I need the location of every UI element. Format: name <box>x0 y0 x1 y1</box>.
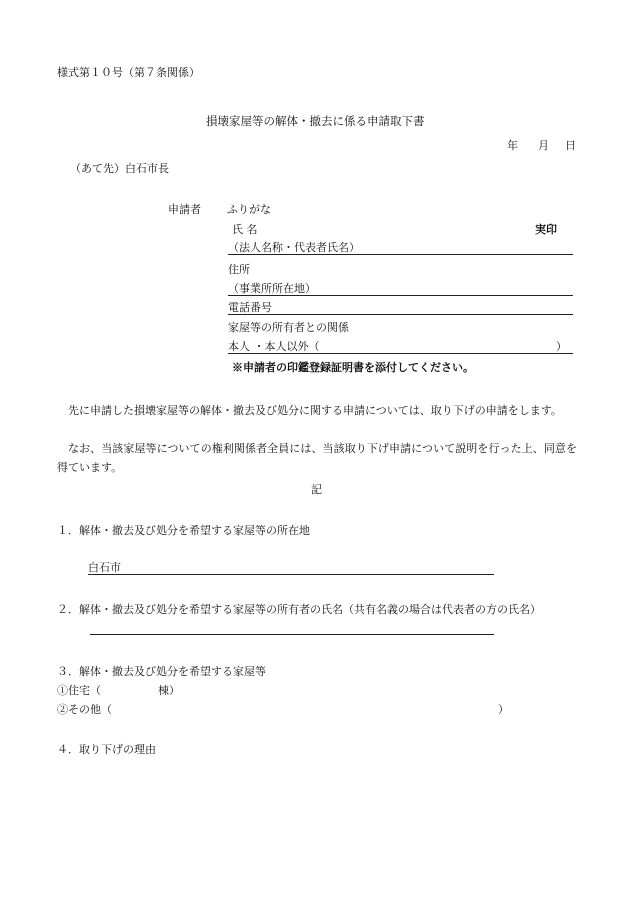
item-4-heading: ４．取り下げの理由 <box>57 743 156 756</box>
date-day-label: 日 <box>565 139 576 152</box>
name-label: 氏 名 <box>232 223 258 236</box>
ki-heading: 記 <box>311 483 322 496</box>
relation-underline <box>228 353 573 354</box>
body-paragraph-2: なお、当該家屋等についての権利関係者全員には、当該取り下げ申請について説明を行った上、同意を得ています。 <box>57 442 577 474</box>
seal-label: 実印 <box>535 223 557 236</box>
item-3-heading: ３．解体・撤去及び処分を希望する家屋等 <box>57 665 266 678</box>
item-1-location-field[interactable] <box>88 574 494 575</box>
addressee: （あて先）白石市長 <box>70 162 169 175</box>
item-1-heading: １．解体・撤去及び処分を希望する家屋等の所在地 <box>57 524 310 537</box>
phone-label: 電話番号 <box>228 301 272 314</box>
relation-options: 本人 ・本人以外（ <box>228 340 320 353</box>
date-year-label: 年 <box>507 139 518 152</box>
phone-underline <box>228 314 573 315</box>
address-underline <box>228 295 573 296</box>
office-address-label: （事業所所在地） <box>228 282 316 295</box>
item-3-option-2-open: ②その他（ <box>57 703 112 716</box>
address-label: 住所 <box>228 263 250 276</box>
seal-certificate-note: ※申請者の印鑑登録証明書を添付してください。 <box>232 361 474 374</box>
name-underline <box>228 254 573 255</box>
date-month-label: 月 <box>538 139 549 152</box>
corp-name-label: （法人名称・代表者氏名） <box>228 241 360 254</box>
relation-close-paren: ） <box>556 340 567 353</box>
item-3-option-1-open: ①住宅（ <box>57 684 101 697</box>
item-1-city: 白石市 <box>88 561 121 574</box>
item-3-option-1-unit: 棟） <box>158 684 180 697</box>
furigana-label: ふりがな <box>227 203 271 216</box>
applicant-label: 申請者 <box>168 203 201 216</box>
item-2-owner-field[interactable] <box>90 634 494 635</box>
page-title: 損壊家屋等の解体・撤去に係る申請取下書 <box>206 114 425 128</box>
item-3-option-2-close: ） <box>498 703 509 716</box>
relation-label: 家屋等の所有者との関係 <box>228 321 349 334</box>
form-number: 様式第１０号（第７条関係） <box>57 66 200 79</box>
body-paragraph-1: 先に申請した損壊家屋等の解体・撤去及び処分に関する申請については、取り下げの申請をします。 <box>68 404 562 417</box>
item-2-heading: ２．解体・撤去及び処分を希望する家屋等の所有者の氏名（共有名義の場合は代表者の方の氏名） <box>57 603 541 616</box>
